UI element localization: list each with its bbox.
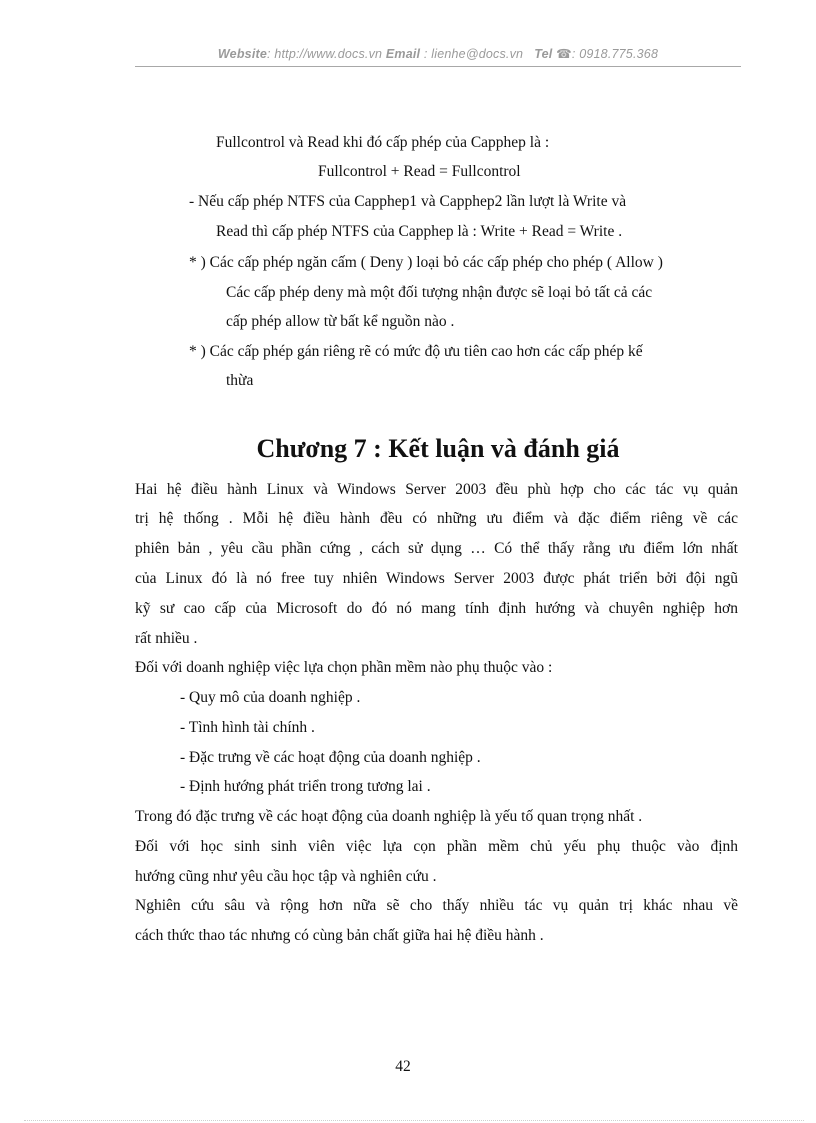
- top-line-6: Các cấp phép deny mà một đối tượng nhận được sẽ loại bỏ tất cả các: [226, 284, 653, 301]
- body-line-10: hướng cũng như yêu cầu học tập và nghiên cứu .: [135, 868, 437, 885]
- page-number: 42: [395, 1058, 411, 1075]
- header-divider: [135, 66, 741, 67]
- body-line-4: của Linux đó là nó free tuy nhiên Windows Server 2003 được phát triển bởi đội ngũ: [135, 570, 738, 587]
- body-line-12: cách thức thao tác nhưng có cùng bản chất giữa hai hệ điều hành .: [135, 927, 544, 944]
- top-line-1: Fullcontrol và Read khi đó cấp phép của Capphep là :: [216, 134, 550, 151]
- chapter-title: Chương 7 : Kết luận và đánh giá: [256, 434, 620, 463]
- top-line-9: thừa: [226, 372, 254, 389]
- email-label: Email: [385, 47, 421, 61]
- body-line-11: Nghiên cứu sâu và rộng hơn nữa sẽ cho thấy nhiều tác vụ quản trị khác nhau về: [135, 897, 738, 914]
- tel-value: ☎: 0918.775.368: [556, 47, 659, 61]
- website-label: Website: [217, 47, 268, 61]
- list-item-3: - Đặc trưng về các hoạt động của doanh nghiệp .: [180, 749, 481, 766]
- body-line-5: kỹ sư cao cấp của Microsoft do đó nó mang tính định hướng và chuyên nghiệp hơn: [135, 600, 738, 617]
- top-line-5: * ) Các cấp phép ngăn cấm ( Deny ) loại bỏ các cấp phép cho phép ( Allow ): [189, 254, 663, 271]
- body-line-3: phiên bản , yêu cầu phần cứng , cách sử dụng … Có thể thấy rằng ưu điểm lớn nhất: [135, 540, 738, 557]
- body-line-2: trị hệ thống . Mỗi hệ điều hành đều có những ưu điểm và đặc điểm riêng về các: [135, 510, 738, 527]
- top-line-3: - Nếu cấp phép NTFS của Capphep1 và Capphep2 lần lượt là Write và: [189, 193, 627, 210]
- top-line-8: * ) Các cấp phép gán riêng rẽ có mức độ ưu tiên cao hơn các cấp phép kế: [189, 343, 643, 360]
- list-item-2: - Tình hình tài chính .: [180, 719, 315, 736]
- email-value: : lienhe@docs.vn: [420, 47, 524, 61]
- body-line-9: Đối với học sinh sinh viên việc lựa cọn phần mềm chủ yếu phụ thuộc vào định: [135, 838, 738, 855]
- body-line-1: Hai hệ điều hành Linux và Windows Server 2003 đều phù hợp cho các tác vụ quản: [135, 481, 738, 498]
- body-line-6: rất nhiều .: [135, 630, 198, 647]
- list-item-1: - Quy mô của doanh nghiệp .: [180, 689, 361, 706]
- top-line-4: Read thì cấp phép NTFS của Capphep là : Write + Read = Write .: [216, 223, 623, 240]
- top-line-2: Fullcontrol + Read = Fullcontrol: [318, 163, 521, 180]
- bottom-divider: [24, 1120, 804, 1121]
- body-line-8: Trong đó đặc trưng về các hoạt động của doanh nghiệp là yếu tố quan trọng nhất .: [135, 808, 643, 825]
- website-value: : http://www.docs.vn: [267, 47, 383, 61]
- page-header: [135, 46, 741, 61]
- body-line-7: Đối với doanh nghiệp việc lựa chọn phần mềm nào phụ thuộc vào :: [135, 659, 553, 676]
- top-line-7: cấp phép allow từ bất kể nguồn nào .: [226, 313, 455, 330]
- tel-label: Tel: [534, 47, 553, 61]
- list-item-4: - Định hướng phát triển trong tương lai .: [180, 778, 431, 795]
